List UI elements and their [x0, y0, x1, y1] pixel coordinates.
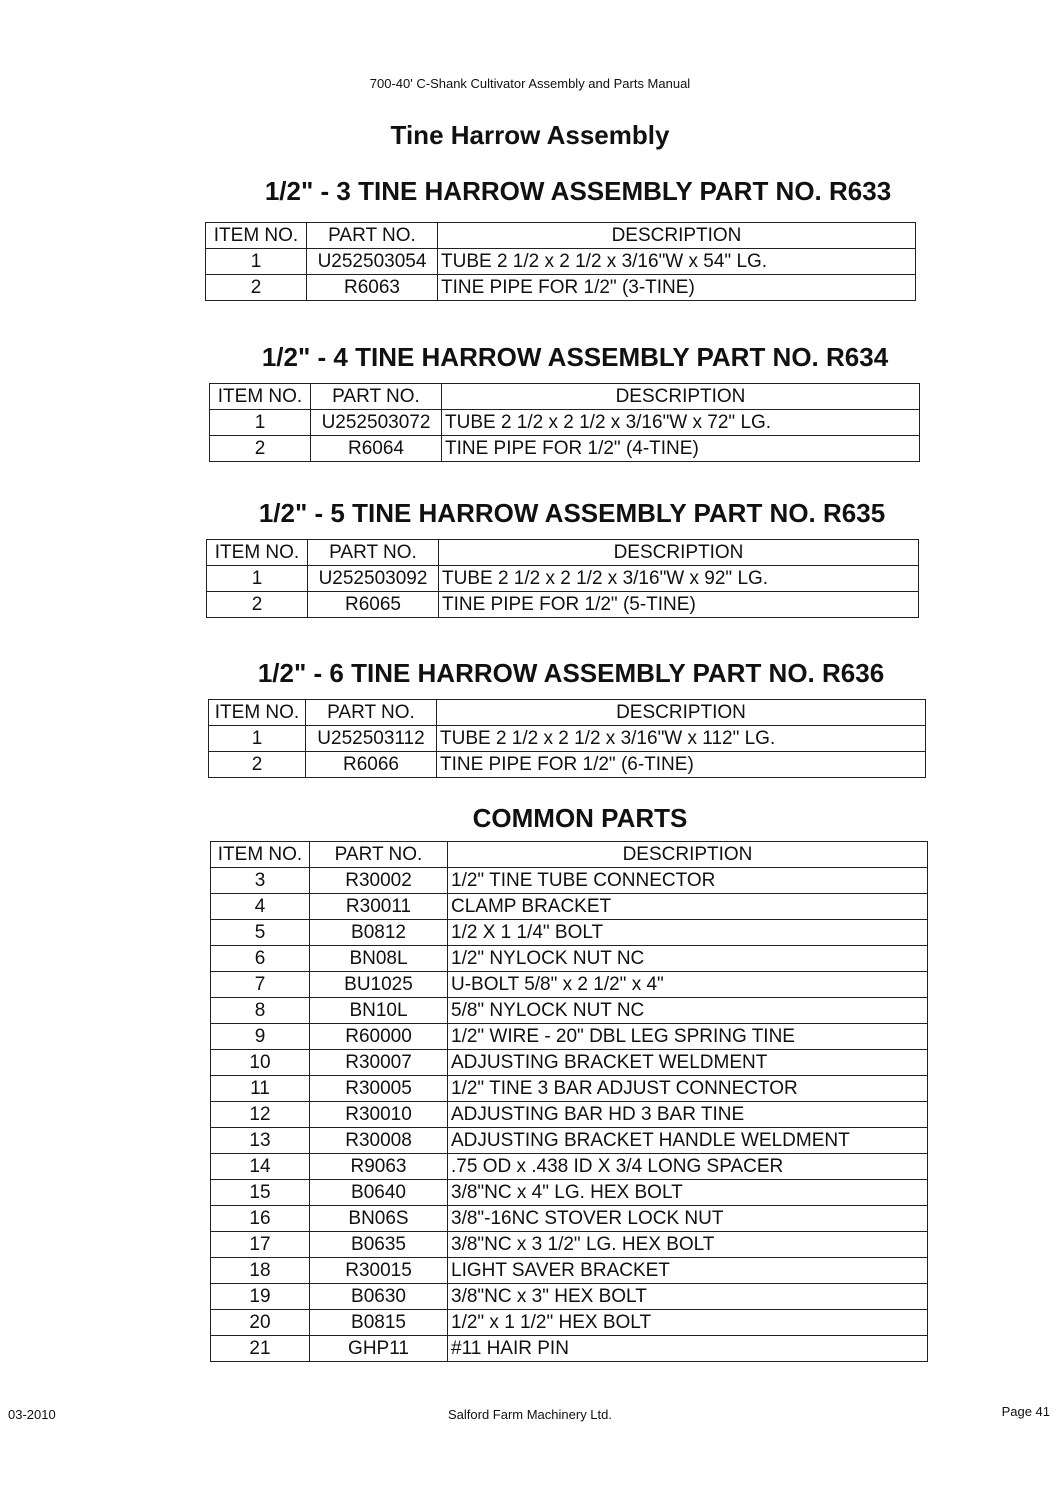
item-number: 13	[211, 1128, 310, 1154]
table-row	[211, 920, 928, 946]
table-row	[211, 894, 928, 920]
column-header: DESCRIPTION	[437, 700, 926, 726]
description: #11 HAIR PIN	[448, 1336, 928, 1362]
table-header-row	[210, 384, 920, 410]
table-row	[207, 592, 919, 618]
table-header-row	[211, 842, 928, 868]
item-number: 14	[211, 1154, 310, 1180]
common-parts-heading: COMMON PARTS	[472, 803, 688, 833]
item-number: 18	[211, 1258, 310, 1284]
table-row	[211, 1258, 928, 1284]
table-row	[206, 275, 916, 301]
table-row	[211, 868, 928, 894]
item-number: 7	[211, 972, 310, 998]
part-number: R30007	[310, 1050, 448, 1076]
part-number: R30005	[310, 1076, 448, 1102]
common-parts-table	[210, 841, 928, 1362]
column-header: DESCRIPTION	[448, 842, 928, 868]
table-row	[211, 1284, 928, 1310]
description: ADJUSTING BAR HD 3 BAR TINE	[448, 1102, 928, 1128]
description: 1/2 X 1 1/4" BOLT	[448, 920, 928, 946]
description: 1/2" TINE TUBE CONNECTOR	[448, 868, 928, 894]
table-row	[211, 972, 928, 998]
page-number: Page 41	[1001, 1404, 1050, 1419]
description: TINE PIPE FOR 1/2" (6-TINE)	[437, 752, 926, 778]
description: LIGHT SAVER BRACKET	[448, 1258, 928, 1284]
item-number: 8	[211, 998, 310, 1024]
item-number: 10	[211, 1050, 310, 1076]
column-header: ITEM NO.	[210, 384, 311, 410]
description: ADJUSTING BRACKET WELDMENT	[448, 1050, 928, 1076]
table-row	[211, 1102, 928, 1128]
description: 1/2" TINE 3 BAR ADJUST CONNECTOR	[448, 1076, 928, 1102]
description: 1/2" WIRE - 20" DBL LEG SPRING TINE	[448, 1024, 928, 1050]
part-number: GHP11	[310, 1336, 448, 1362]
item-number: 1	[210, 410, 311, 436]
item-number: 5	[211, 920, 310, 946]
item-number: 2	[209, 752, 306, 778]
table-row	[211, 1154, 928, 1180]
item-number: 15	[211, 1180, 310, 1206]
part-number: BN08L	[310, 946, 448, 972]
part-number: B0815	[310, 1310, 448, 1336]
parts-table	[205, 222, 916, 301]
part-number: BN10L	[310, 998, 448, 1024]
table-row	[211, 1206, 928, 1232]
item-number: 2	[206, 275, 307, 301]
item-number: 6	[211, 946, 310, 972]
manual-title: 700-40' C-Shank Cultivator Assembly and Parts Manual	[369, 76, 691, 91]
parts-table	[209, 383, 920, 462]
column-header: ITEM NO.	[207, 540, 308, 566]
item-number: 9	[211, 1024, 310, 1050]
column-header: PART NO.	[306, 700, 437, 726]
description: .75 OD x .438 ID X 3/4 LONG SPACER	[448, 1154, 928, 1180]
description: TUBE 2 1/2 x 2 1/2 x 3/16"W x 72" LG.	[442, 410, 920, 436]
part-number: R9063	[310, 1154, 448, 1180]
part-number: R30002	[310, 868, 448, 894]
table-row	[206, 249, 916, 275]
description: TINE PIPE FOR 1/2" (4-TINE)	[442, 436, 920, 462]
part-number: R30011	[310, 894, 448, 920]
column-header: PART NO.	[307, 223, 438, 249]
description: TINE PIPE FOR 1/2" (5-TINE)	[439, 592, 919, 618]
description: ADJUSTING BRACKET HANDLE WELDMENT	[448, 1128, 928, 1154]
column-header: DESCRIPTION	[442, 384, 920, 410]
table-row	[211, 1310, 928, 1336]
part-number: B0640	[310, 1180, 448, 1206]
part-number: R6066	[306, 752, 437, 778]
item-number: 11	[211, 1076, 310, 1102]
part-number: R6063	[307, 275, 438, 301]
description: 3/8"NC x 4" LG. HEX BOLT	[448, 1180, 928, 1206]
item-number: 1	[209, 726, 306, 752]
table-row	[211, 1076, 928, 1102]
description: TUBE 2 1/2 x 2 1/2 x 3/16"W x 92" LG.	[439, 566, 919, 592]
part-number: R30015	[310, 1258, 448, 1284]
table-row	[211, 946, 928, 972]
description: TINE PIPE FOR 1/2" (3-TINE)	[438, 275, 916, 301]
table-header-row	[206, 223, 916, 249]
part-number: BU1025	[310, 972, 448, 998]
assembly-heading: 1/2" - 6 TINE HARROW ASSEMBLY PART NO. R636	[257, 658, 885, 688]
item-number: 12	[211, 1102, 310, 1128]
item-number: 1	[207, 566, 308, 592]
table-row	[210, 436, 920, 462]
item-number: 1	[206, 249, 307, 275]
part-number: B0812	[310, 920, 448, 946]
description: TUBE 2 1/2 x 2 1/2 x 3/16"W x 54" LG.	[438, 249, 916, 275]
description: 5/8" NYLOCK NUT NC	[448, 998, 928, 1024]
table-row	[211, 1336, 928, 1362]
part-number: R60000	[310, 1024, 448, 1050]
description: U-BOLT 5/8" x 2 1/2" x 4"	[448, 972, 928, 998]
assembly-heading: 1/2" - 3 TINE HARROW ASSEMBLY PART NO. R633	[264, 176, 892, 206]
table-row	[211, 1128, 928, 1154]
part-number: B0635	[310, 1232, 448, 1258]
description: 3/8"NC x 3 1/2" LG. HEX BOLT	[448, 1232, 928, 1258]
part-number: U252503054	[307, 249, 438, 275]
page-title: Tine Harrow Assembly	[390, 120, 670, 150]
table-row	[211, 1232, 928, 1258]
part-number: BN06S	[310, 1206, 448, 1232]
column-header: DESCRIPTION	[439, 540, 919, 566]
part-number: R30010	[310, 1102, 448, 1128]
assembly-heading: 1/2" - 5 TINE HARROW ASSEMBLY PART NO. R635	[258, 498, 886, 528]
part-number: R6065	[308, 592, 439, 618]
part-number: R30008	[310, 1128, 448, 1154]
part-number: U252503072	[311, 410, 442, 436]
description: 3/8"NC x 3" HEX BOLT	[448, 1284, 928, 1310]
table-header-row	[207, 540, 919, 566]
parts-table	[206, 539, 919, 618]
table-row	[210, 410, 920, 436]
part-number: U252503092	[308, 566, 439, 592]
column-header: PART NO.	[311, 384, 442, 410]
item-number: 20	[211, 1310, 310, 1336]
part-number: R6064	[311, 436, 442, 462]
table-row	[211, 1024, 928, 1050]
column-header: ITEM NO.	[211, 842, 310, 868]
item-number: 3	[211, 868, 310, 894]
description: 1/2" NYLOCK NUT NC	[448, 946, 928, 972]
part-number: U252503112	[306, 726, 437, 752]
column-header: PART NO.	[308, 540, 439, 566]
item-number: 19	[211, 1284, 310, 1310]
column-header: ITEM NO.	[206, 223, 307, 249]
item-number: 21	[211, 1336, 310, 1362]
table-row	[209, 752, 926, 778]
table-row	[209, 726, 926, 752]
description: CLAMP BRACKET	[448, 894, 928, 920]
item-number: 2	[207, 592, 308, 618]
item-number: 17	[211, 1232, 310, 1258]
table-row	[211, 1180, 928, 1206]
parts-table	[208, 699, 926, 778]
item-number: 2	[210, 436, 311, 462]
description: TUBE 2 1/2 x 2 1/2 x 3/16"W x 112" LG.	[437, 726, 926, 752]
item-number: 16	[211, 1206, 310, 1232]
item-number: 4	[211, 894, 310, 920]
footer-company: Salford Farm Machinery Ltd.	[447, 1407, 612, 1422]
table-row	[207, 566, 919, 592]
part-number: B0630	[310, 1284, 448, 1310]
assembly-heading: 1/2" - 4 TINE HARROW ASSEMBLY PART NO. R634	[261, 342, 889, 372]
description: 3/8"-16NC STOVER LOCK NUT	[448, 1206, 928, 1232]
table-header-row	[209, 700, 926, 726]
description: 1/2" x 1 1/2" HEX BOLT	[448, 1310, 928, 1336]
column-header: ITEM NO.	[209, 700, 306, 726]
column-header: PART NO.	[310, 842, 448, 868]
footer-date: 03-2010	[8, 1407, 56, 1422]
table-row	[211, 998, 928, 1024]
column-header: DESCRIPTION	[438, 223, 916, 249]
table-row	[211, 1050, 928, 1076]
